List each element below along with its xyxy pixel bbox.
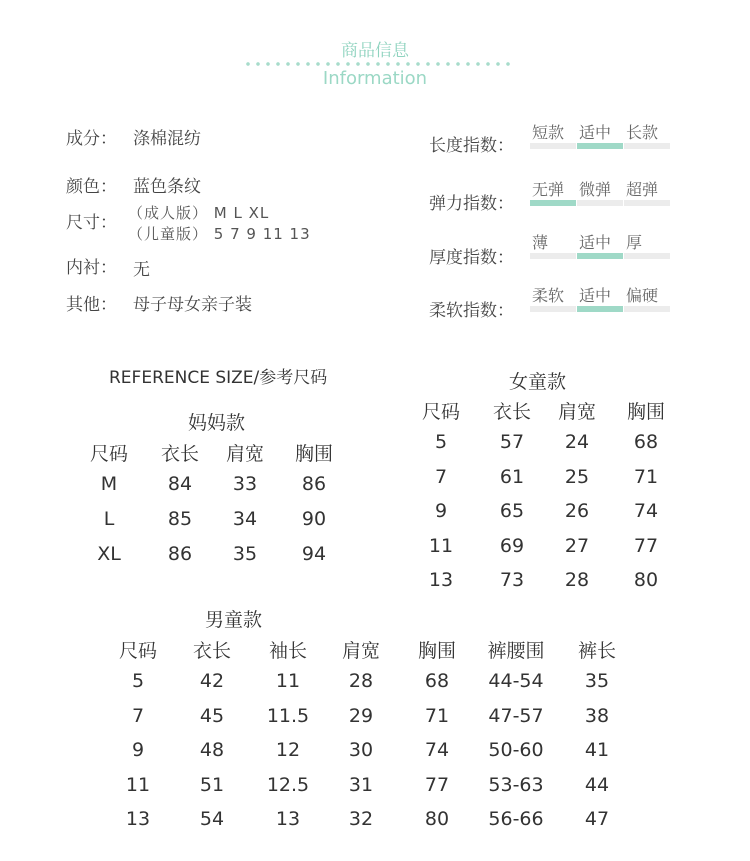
table-cell: 69 (499, 534, 525, 557)
table-cell: 85 (167, 508, 193, 530)
table-header: 裤长 (577, 640, 616, 662)
index-option: 长款 (626, 123, 659, 142)
index-label: 柔软指数： (429, 301, 514, 321)
table-cell: 30 (348, 739, 374, 761)
index-bar (624, 306, 670, 312)
table-header: 胸围 (626, 401, 665, 423)
index-bar (577, 306, 623, 312)
table-cell: 27 (564, 534, 590, 557)
dotted-divider (243, 61, 511, 67)
table-cell: 34 (232, 508, 258, 530)
table-cell: M (100, 473, 118, 495)
index-label: 厚度指数： (429, 248, 514, 268)
other-label: 其他： (66, 295, 117, 315)
table-cell: 11 (125, 773, 151, 796)
table-cell: 57 (499, 431, 525, 453)
table-header: 肩宽 (341, 640, 380, 662)
table-cell: 35 (232, 543, 258, 565)
section-title-en: Information (322, 68, 428, 89)
index-label: 弹力指数： (429, 194, 514, 214)
index-option: 柔软 (532, 286, 565, 305)
table-cell: L (103, 508, 115, 530)
table-cell: 50-60 (488, 739, 544, 761)
other-value: 母子母女亲子装 (133, 295, 252, 315)
index-option: 厚 (626, 233, 643, 252)
table-cell: 25 (564, 465, 590, 488)
size-label: 尺寸： (66, 213, 117, 233)
table-cell: 45 (199, 704, 225, 727)
table-cell: 44 (584, 773, 610, 796)
table-cell: 12.5 (266, 773, 310, 796)
table-cell: 11 (275, 670, 301, 692)
index-bar (577, 143, 623, 149)
table-cell: 35 (584, 670, 610, 692)
material-value: 涤棉混纺 (133, 129, 201, 149)
index-option: 无弹 (532, 180, 565, 199)
table-cell: 77 (424, 773, 450, 796)
table-cell: 5 (434, 431, 448, 453)
index-label: 长度指数： (429, 136, 514, 156)
table-cell: 31 (348, 773, 374, 796)
index-bar (624, 143, 670, 149)
index-option: 短款 (532, 123, 565, 142)
color-label: 颜色： (66, 177, 117, 197)
table-header: 肩宽 (225, 443, 264, 465)
table-header: 袖长 (268, 640, 307, 662)
reference-size-title: REFERENCE SIZE/参考尺码 (109, 368, 328, 388)
index-bar (624, 200, 670, 206)
index-option: 偏硬 (626, 286, 659, 305)
table-cell: 51 (199, 773, 225, 796)
table-header: 肩宽 (557, 401, 596, 423)
table-cell: 28 (564, 569, 590, 591)
index-option: 微弹 (579, 180, 612, 199)
table-cell: 44-54 (488, 670, 544, 692)
table-header: 衣长 (192, 640, 231, 662)
table-cell: 29 (348, 704, 374, 727)
table-cell: 54 (199, 808, 225, 830)
table-cell: 80 (424, 808, 450, 830)
table-cell: 48 (199, 739, 225, 761)
section-title-cn: 商品信息 (341, 41, 409, 61)
table-cell: 28 (348, 670, 374, 692)
table-cell: 68 (424, 670, 450, 692)
table-cell: 71 (633, 465, 659, 488)
index-bar (624, 253, 670, 259)
table-cell: 9 (434, 500, 448, 522)
table-header: 尺码 (118, 640, 157, 662)
index-bar (530, 306, 576, 312)
table-cell: 11.5 (266, 704, 310, 727)
table-header: 胸围 (417, 640, 456, 662)
table-header: 尺码 (89, 443, 128, 465)
table-cell: 74 (633, 500, 659, 522)
table-cell: 71 (424, 704, 450, 727)
table-cell: 33 (232, 473, 258, 495)
table-cell: 7 (131, 704, 145, 727)
table-cell: 11 (428, 534, 454, 557)
table-header: 裤腰围 (487, 640, 545, 662)
table-title: 女童款 (509, 371, 567, 393)
table-cell: 86 (167, 543, 193, 565)
color-value: 蓝色条纹 (133, 177, 201, 197)
table-header: 尺码 (421, 401, 460, 423)
table-cell: 41 (584, 739, 610, 761)
index-option: 适中 (579, 233, 612, 252)
table-cell: 38 (584, 704, 610, 727)
index-option: 适中 (579, 123, 612, 142)
index-bar (530, 143, 576, 149)
table-cell: 61 (499, 465, 525, 488)
table-cell: 53-63 (488, 773, 544, 796)
table-cell: 42 (199, 670, 225, 692)
table-header: 衣长 (160, 443, 199, 465)
index-bar (530, 253, 576, 259)
table-header: 衣长 (492, 401, 531, 423)
table-cell: 32 (348, 808, 374, 830)
table-cell: 90 (301, 508, 327, 530)
index-option: 超弹 (626, 180, 659, 199)
lining-value: 无 (133, 260, 150, 280)
table-cell: 47-57 (488, 704, 544, 727)
table-cell: 77 (633, 534, 659, 557)
lining-label: 内衬： (66, 258, 117, 278)
table-cell: 56-66 (488, 808, 544, 830)
table-title: 男童款 (205, 609, 263, 631)
table-cell: 9 (131, 739, 145, 761)
index-bar (530, 200, 576, 206)
size-adult: （成人版） M L XL (128, 204, 270, 222)
table-cell: 13 (275, 808, 301, 830)
table-cell: 13 (125, 808, 151, 830)
table-cell: 24 (564, 431, 590, 453)
table-cell: 12 (275, 739, 301, 761)
table-cell: 80 (633, 569, 659, 591)
table-cell: 7 (434, 465, 448, 488)
table-cell: 65 (499, 500, 525, 522)
index-option: 适中 (579, 286, 612, 305)
table-cell: 86 (301, 473, 327, 495)
table-cell: 5 (131, 670, 145, 692)
index-bar (577, 253, 623, 259)
table-title: 妈妈款 (188, 412, 246, 434)
table-cell: 13 (428, 569, 454, 591)
table-cell: 73 (499, 569, 525, 591)
table-cell: 84 (167, 473, 193, 495)
table-header: 胸围 (294, 443, 333, 465)
index-bar (577, 200, 623, 206)
table-cell: 68 (633, 431, 659, 453)
index-option: 薄 (532, 233, 549, 252)
table-cell: 74 (424, 739, 450, 761)
table-cell: 26 (564, 500, 590, 522)
table-cell: 94 (301, 543, 327, 565)
table-cell: 47 (584, 808, 610, 830)
material-label: 成分： (66, 129, 117, 149)
size-child: （儿童版） 5 7 9 11 13 (128, 225, 311, 243)
table-cell: XL (97, 543, 121, 565)
